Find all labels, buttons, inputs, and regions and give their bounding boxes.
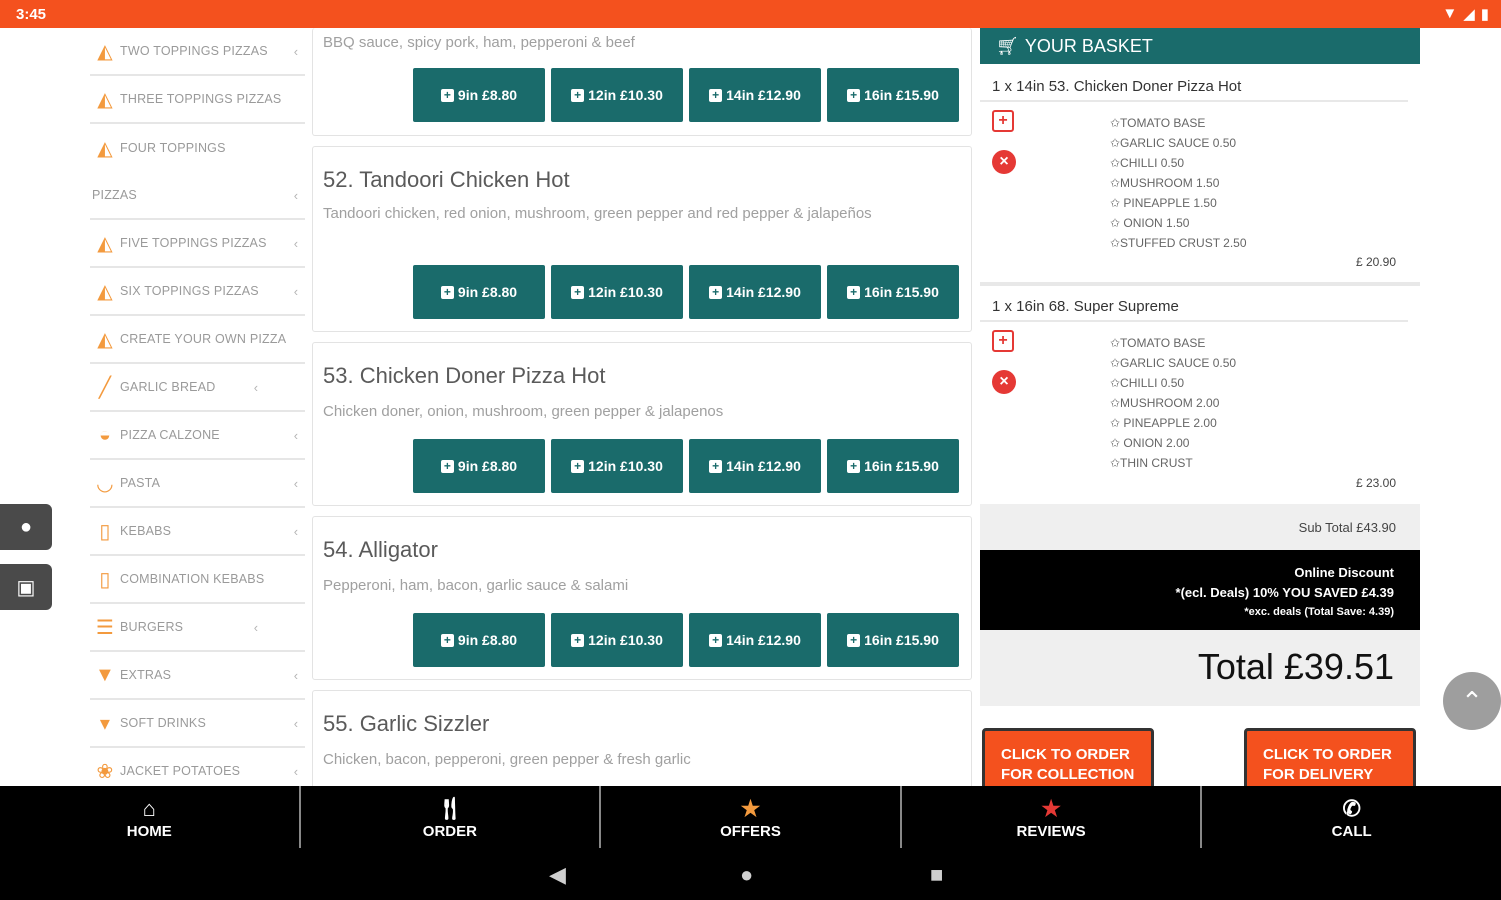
chevron-left-icon: ‹ [253,379,259,395]
basket-header [980,28,1420,64]
plus-icon: + [441,634,454,647]
sidebar-item-label: THREE TOPPINGS PIZZAS [120,92,282,106]
sidebar-item-label: JACKET POTATOES [120,764,241,778]
price-label: 16in £15.90 [864,87,939,103]
plus-icon: + [847,89,860,102]
menu-item-card [312,342,972,506]
chevron-left-icon: ‹ [293,763,299,779]
star-icon: ★ [740,795,761,821]
battery-icon: ▮ [1480,6,1489,23]
pizza-slice-icon: ◭ [97,232,113,255]
price-label: 9in £8.80 [457,632,518,648]
status-icons [1442,5,1489,23]
sidebar-item-extras[interactable] [90,652,305,700]
sidebar-item-three-toppings[interactable] [90,76,305,124]
recents-icon[interactable]: ■ [930,862,944,887]
price-9in-button[interactable] [413,439,545,493]
sidebar-item-kebabs[interactable] [90,508,305,556]
pizza-slice-icon: ◭ [97,40,113,63]
plus-icon: + [441,89,454,102]
sidebar-item-jacket-potatoes[interactable] [90,748,305,788]
price-14in-button[interactable] [689,68,821,122]
menu-item-description: Tandoori chicken, red onion, mushroom, green pepper and red pepper & jalapeños [323,205,872,222]
sidebar-item-label: PIZZA CALZONE [120,428,220,442]
kebab-icon: ▯ [99,520,111,543]
sidebar-item-combination-kebabs[interactable] [90,556,305,604]
price-label: 12in £10.30 [588,458,663,474]
nav-call[interactable] [1202,786,1501,848]
sidebar-item-label: CREATE YOUR OWN PIZZA [120,332,287,346]
price-label: 16in £15.90 [864,632,939,648]
price-16in-button[interactable] [827,68,959,122]
bread-icon: ╱ [98,376,112,399]
price-14in-button[interactable] [689,613,821,667]
nav-label: HOME [126,822,172,840]
sidebar-item-label: COMBINATION KEBABS [120,572,265,586]
sidebar-item-label: FIVE TOPPINGS PIZZAS [120,236,267,250]
pizza-slice-icon: ◭ [97,328,113,351]
price-label: 12in £10.30 [588,87,663,103]
price-label: 14in £12.90 [726,284,801,300]
menu-item-description: Chicken, bacon, pepperoni, green pepper & fresh garlic [323,751,691,768]
price-12in-button[interactable] [551,613,683,667]
option-line: ✩MUSHROOM 1.50 [1110,176,1220,190]
category-sidebar [90,28,305,788]
potato-icon: ❀ [96,760,114,783]
subtotal-row [980,504,1420,550]
price-options [413,265,959,319]
plus-icon: + [709,286,722,299]
status-bar [0,0,1501,28]
cart-icon: 🛒︎ [996,35,1019,56]
option-line: ✩GARLIC SAUCE 0.50 [1110,136,1237,150]
sidebar-item-label: GARLIC BREAD [120,380,216,394]
menu-item-title: 54. Alligator [323,537,438,562]
price-16in-button[interactable] [827,439,959,493]
discount-note: *exc. deals (Total Save: 4.39) [1244,606,1394,618]
sidebar-item-label: EXTRAS [120,668,172,682]
id-card-icon: ▣ [16,576,36,599]
drink-icon: ▾ [99,712,111,735]
discount-saved: *(ecl. Deals) 10% YOU SAVED £4.39 [1175,585,1394,600]
plus-icon: + [571,286,584,299]
plus-icon: + [571,634,584,647]
option-line: ✩ PINEAPPLE 1.50 [1110,196,1217,210]
sidebar-item-label: PIZZAS [92,188,137,202]
account-button[interactable] [0,504,52,550]
menu-item-card [312,516,972,680]
add-quantity-button[interactable]: + [992,330,1014,352]
sidebar-item-four-toppings-cont[interactable] [90,172,305,220]
remove-item-button[interactable]: × [992,150,1016,174]
option-line: ✩TOMATO BASE [1110,336,1206,350]
fries-icon: ▼ [95,663,115,686]
sidebar-item-label: PASTA [120,476,161,490]
sidebar-item-five-toppings[interactable] [90,220,305,268]
sidebar-item-label: TWO TOPPINGS PIZZAS [120,44,268,58]
nav-home[interactable] [0,786,301,848]
button-line: FOR DELIVERY [1263,766,1374,783]
plus-icon: + [847,634,860,647]
plus-icon: + [847,286,860,299]
button-line: CLICK TO ORDER [1263,746,1392,763]
menu-item-title: 55. Garlic Sizzler [323,711,490,736]
price-label: 9in £8.80 [457,87,518,103]
price-label: 12in £10.30 [588,284,663,300]
chevron-left-icon: ‹ [253,619,259,635]
menu-item-card [312,28,972,136]
cutlery-icon: 🍴︎ [435,795,464,821]
back-icon[interactable]: ◀ [549,862,566,887]
sidebar-item-four-toppings[interactable] [90,124,305,172]
discount-title: Online Discount [1294,565,1394,580]
nav-offers[interactable] [601,786,902,848]
chevron-left-icon: ‹ [293,187,299,203]
sidebar-item-create-your-own[interactable] [90,316,305,364]
sidebar-item-pasta[interactable] [90,460,305,508]
plus-icon: + [709,89,722,102]
sidebar-item-pizza-calzone[interactable] [90,412,305,460]
price-label: 9in £8.80 [457,284,518,300]
pizza-slice-icon: ◭ [97,137,113,160]
price-label: 9in £8.80 [457,458,518,474]
add-quantity-button[interactable]: + [992,110,1014,132]
sidebar-item-soft-drinks[interactable] [90,700,305,748]
price-label: 14in £12.90 [726,632,801,648]
price-9in-button[interactable] [413,265,545,319]
sidebar-item-label: SOFT DRINKS [120,716,207,730]
nav-order[interactable] [301,786,602,848]
price-14in-button[interactable] [689,439,821,493]
plus-icon: + [847,460,860,473]
discount-banner [980,550,1420,630]
basket-title: YOUR BASKET [1024,35,1153,56]
bottom-navigation [0,786,1501,848]
remove-item-button[interactable]: × [992,370,1016,394]
menu-item-description: BBQ sauce, spicy pork, ham, pepperoni & beef [323,34,635,51]
price-16in-button[interactable] [827,613,959,667]
option-line: ✩MUSHROOM 2.00 [1110,396,1220,410]
option-line: ✩THIN CRUST [1110,456,1193,470]
basket-item-options [1110,113,1247,253]
basket-item-title: 1 x 16in 68. Super Supreme [992,298,1179,315]
sidebar-item-label: SIX TOPPINGS PIZZAS [120,284,259,298]
plus-icon: + [709,634,722,647]
sidebar-item-six-toppings[interactable] [90,268,305,316]
menu-item-card [312,146,972,332]
price-9in-button[interactable] [413,613,545,667]
menu-item-description: Pepperoni, ham, bacon, garlic sauce & salami [323,577,629,594]
divider [980,320,1408,322]
basket-panel [980,28,1420,788]
nav-reviews[interactable] [902,786,1203,848]
chevron-left-icon: ‹ [293,235,299,251]
kebab-icon: ▯ [99,568,111,591]
chevron-left-icon: ‹ [293,667,299,683]
pizza-slice-icon: ◭ [97,88,113,111]
option-line: ✩CHILLI 0.50 [1110,376,1185,390]
price-9in-button[interactable] [413,68,545,122]
price-12in-button[interactable] [551,68,683,122]
user-icon: ● [19,515,33,538]
price-label: 14in £12.90 [726,87,801,103]
sidebar-item-garlic-bread[interactable] [90,364,305,412]
price-16in-button[interactable] [827,265,959,319]
chevron-left-icon: ‹ [293,427,299,443]
chevron-left-icon: ‹ [293,715,299,731]
divider [980,282,1420,286]
option-line: ✩TOMATO BASE [1110,116,1206,130]
button-line: FOR COLLECTION [1001,766,1135,783]
basket-item-title: 1 x 14in 53. Chicken Doner Pizza Hot [992,78,1242,95]
option-line: ✩ PINEAPPLE 2.00 [1110,416,1217,430]
star-icon: ★ [1041,795,1061,821]
button-line: CLICK TO ORDER [1001,746,1130,763]
basket-item-options [1110,333,1236,473]
nav-label: CALL [1331,822,1372,840]
price-14in-button[interactable] [689,265,821,319]
system-navigation-bar [0,848,1501,900]
menu-item-title: 53. Chicken Doner Pizza Hot [323,363,606,388]
sidebar-item-label: FOUR TOPPINGS [120,141,226,155]
nav-label: REVIEWS [1016,822,1086,840]
price-label: 14in £12.90 [726,458,801,474]
price-label: 16in £15.90 [864,458,939,474]
subtotal: Sub Total £43.90 [1298,520,1396,535]
price-12in-button[interactable] [551,265,683,319]
status-time: 3:45 [16,6,47,23]
basket-item-price: £ 23.00 [1355,476,1396,490]
sidebar-item-burgers[interactable] [90,604,305,652]
option-line: ✩STUFFED CRUST 2.50 [1110,236,1247,250]
price-12in-button[interactable] [551,439,683,493]
nav-label: OFFERS [720,822,781,840]
option-line: ✩GARLIC SAUCE 0.50 [1110,356,1237,370]
plus-icon: + [441,460,454,473]
plus-icon: + [571,460,584,473]
contact-card-button[interactable] [0,564,52,610]
sidebar-item-two-toppings[interactable] [90,28,305,76]
menu-item-description: Chicken doner, onion, mushroom, green pepper & jalapenos [323,403,724,420]
price-options [413,613,959,667]
calzone-icon: ◒ [98,423,112,446]
chevron-left-icon: ‹ [293,475,299,491]
pizza-slice-icon: ◭ [97,280,113,303]
price-label: 16in £15.90 [864,284,939,300]
divider [980,100,1408,102]
burger-icon: ☰ [95,616,115,639]
chevron-left-icon: ‹ [293,283,299,299]
menu-item-title: 52. Tandoori Chicken Hot [323,167,570,192]
home-circle-icon[interactable]: ● [740,862,754,887]
phone-icon: ✆ [1342,795,1361,821]
chevron-up-icon: ⌃ [1461,685,1483,716]
option-line: ✩ ONION 1.50 [1110,216,1190,230]
signal-icon: ◢ [1463,6,1475,23]
pasta-icon: ◡ [96,472,114,495]
sidebar-item-label: KEBABS [120,524,172,538]
option-line: ✩CHILLI 0.50 [1110,156,1185,170]
plus-icon: + [571,89,584,102]
price-options [413,439,959,493]
scroll-to-top-button[interactable] [1443,672,1501,730]
nav-label: ORDER [422,822,477,840]
price-options [413,68,959,122]
basket-total: Total £39.51 [1197,646,1394,687]
plus-icon: + [709,460,722,473]
option-line: ✩ ONION 2.00 [1110,436,1190,450]
wifi-icon: ▼ [1442,5,1458,22]
sidebar-item-label: BURGERS [120,620,184,634]
home-icon: ⌂ [142,795,156,821]
chevron-left-icon: ‹ [293,43,299,59]
chevron-left-icon: ‹ [293,523,299,539]
plus-icon: + [441,286,454,299]
menu-item-card [312,690,972,790]
basket-item-price: £ 20.90 [1355,255,1396,269]
price-label: 12in £10.30 [588,632,663,648]
